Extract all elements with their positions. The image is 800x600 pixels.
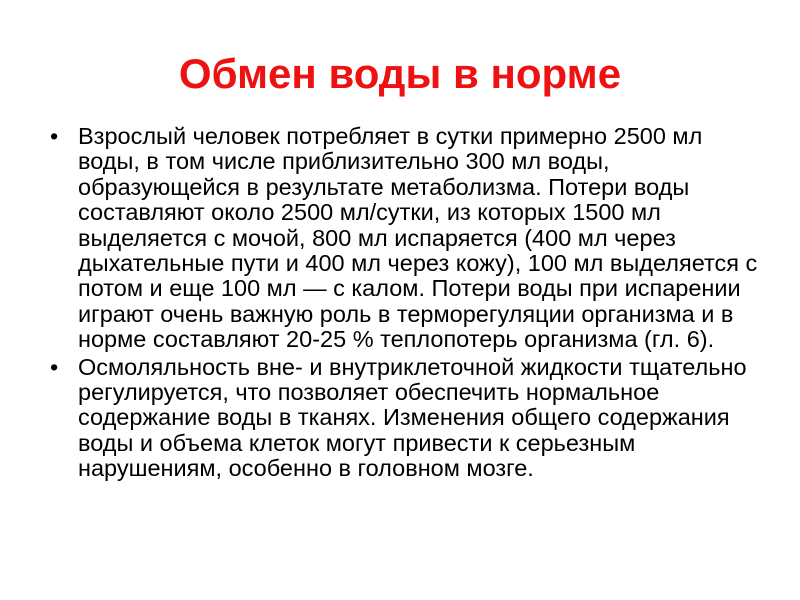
bullet-text: Взрослый человек потребляет в сутки примерно 2500 мл воды, в том числе приблизительно 300 мл воды, образующейся в результате метаболизма. Потери воды составляют около 2500 мл/сутки, из которых 1500 мл выделяется с мочой, 800 мл испаряется (400 мл через дыхательные пути и 400 мл через кожу), 100 мл выделяется с потом и еще 100 мл — с калом. Потери воды при испарении играют очень важную роль в терморегуляции организма и в норме составляют 20-25 % теплопотерь организма (гл. 6). bbox=[78, 123, 758, 353]
bullet-item bbox=[46, 124, 758, 353]
bullet-list bbox=[46, 124, 758, 484]
bullet-item bbox=[46, 355, 758, 482]
slide-title: Обмен воды в норме bbox=[178, 50, 622, 97]
bullet-icon: • bbox=[50, 353, 59, 380]
bullet-icon: • bbox=[50, 123, 59, 149]
bullet-text: Осмоляльность вне- и внутриклеточной жидкости тщательно регулируется, что позволяет обеспечить нормальное содержание воды в тканях. Изменения общего содержания воды и объема клеток могут привести к серьезным нарушениям, особенно в головном мозге. bbox=[78, 353, 747, 482]
